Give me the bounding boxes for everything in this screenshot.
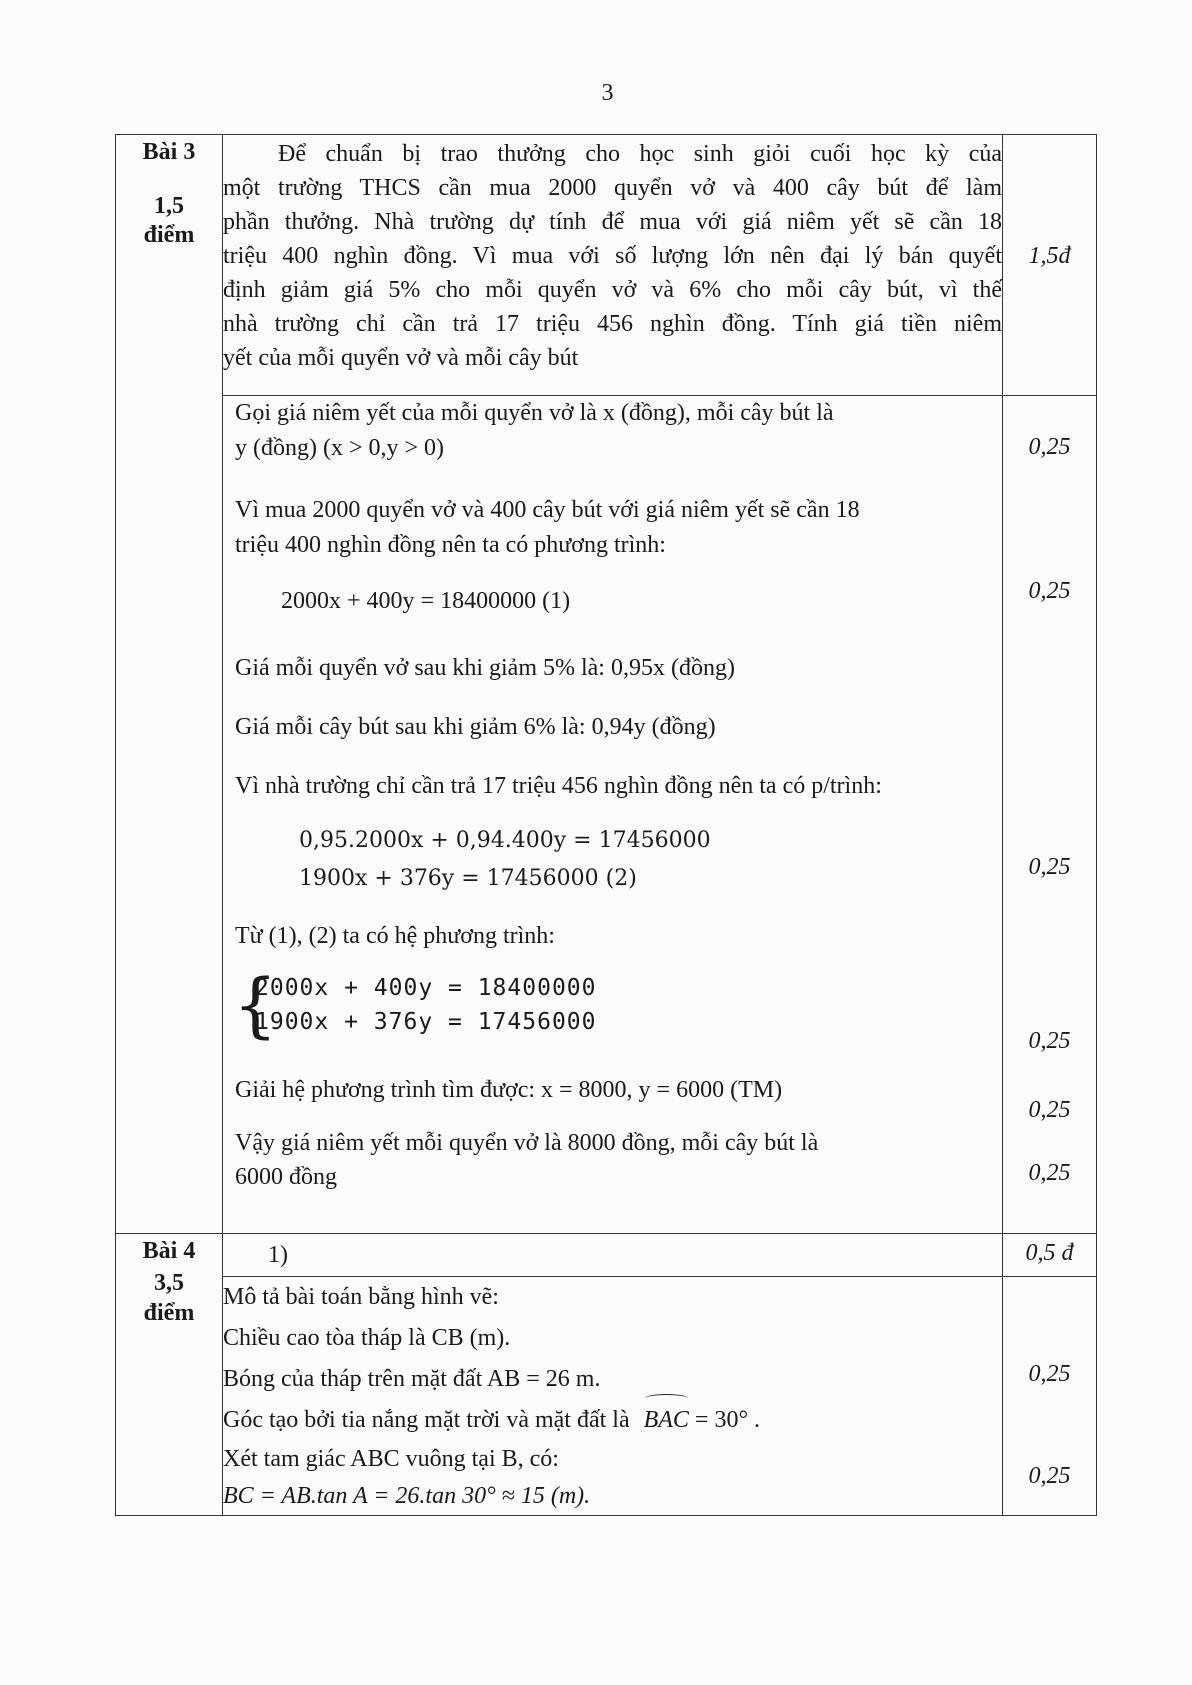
step-score: 0,25 — [1028, 1028, 1071, 1054]
bai3-label-cell — [116, 135, 223, 1234]
problem-line: một trường THCS cần mua 2000 quyển vở và 400 cây bút để làm — [223, 175, 1002, 201]
solution-step: triệu 400 nghìn đồng nên ta có phương trình: — [235, 532, 666, 558]
bai4-line: Mô tả bài toán bằng hình vẽ: — [223, 1284, 499, 1310]
problem-line: triệu 400 nghìn đồng. Vì mua với số lượng lớn nên đại lý bán quyết — [223, 243, 1002, 269]
bai3-solution-text — [223, 396, 1003, 1234]
bai4-part-label: 1) — [268, 1242, 288, 1268]
solution-step: Giá mỗi quyển vở sau khi giảm 5% là: 0,95x (đồng) — [235, 655, 735, 681]
solution-step: 6000 đồng — [235, 1164, 337, 1190]
problem-line: phần thưởng. Nhà trường dự tính để mua với giá niêm yết sẽ cần 18 — [223, 209, 1002, 235]
bai4-label-cell — [116, 1234, 223, 1516]
step-score: 0,25 — [1028, 1463, 1071, 1489]
bai4-content-cell — [223, 1277, 1003, 1516]
step-score: 0,25 — [1028, 1361, 1071, 1387]
equation-2a: 0,95.2000x + 0,94.400y = 17456000 — [299, 828, 711, 853]
bai3-points-unit: điểm — [143, 222, 195, 248]
step-score: 0,25 — [1028, 1160, 1071, 1186]
solution-step: Vì nhà trường chỉ cần trả 17 triệu 456 nghìn đồng nên ta có p/trình: — [235, 773, 882, 799]
bai4-content-row — [116, 1277, 1097, 1516]
solution-step: Từ (1), (2) ta có hệ phương trình: — [235, 923, 555, 949]
bai4-part-score-cell — [1003, 1234, 1097, 1277]
problem-line: Để chuẩn bị trao thưởng cho học sinh giỏi cuối học kỳ của — [278, 141, 1002, 167]
bai3-problem-text — [223, 135, 1003, 396]
solution-step: Giải hệ phương trình tìm được: x = 8000, y = 6000 (TM) — [235, 1077, 783, 1103]
bai3-title: Bài 3 — [142, 139, 196, 165]
page-number: 3 — [601, 80, 614, 106]
bai3-solution-scores — [1003, 396, 1097, 1234]
problem-line: yết của mỗi quyển vở và mỗi cây bút — [223, 345, 579, 371]
bai3-problem-score-cell — [1003, 135, 1097, 396]
step-score: 0,25 — [1028, 854, 1071, 880]
solution-step: Giá mỗi cây bút sau khi giảm 6% là: 0,94y (đồng) — [235, 714, 716, 740]
bai4-content-scores — [1003, 1277, 1097, 1516]
equation-1: 2000x + 400y = 18400000 (1) — [281, 588, 571, 614]
bai4-part-row — [116, 1234, 1097, 1277]
angle-bac: BAC — [644, 1400, 689, 1441]
bai4-title: Bài 4 — [142, 1238, 196, 1264]
problem-line: nhà trường chỉ cần trả 17 triệu 456 nghìn đồng. Tính giá tiền niêm — [223, 311, 1002, 337]
system-equation-2: 1900x + 376y = 17456000 — [255, 1009, 597, 1035]
bai4-part-score: 0,5 đ — [1025, 1240, 1074, 1266]
angle-text-post: = 30° . — [688, 1407, 761, 1433]
equation-2b: 1900x + 376y = 17456000 (2) — [299, 866, 637, 891]
system-brace: { — [233, 964, 278, 1046]
system-equation-1: 2000x + 400y = 18400000 — [255, 975, 597, 1001]
bai4-line: BC = AB.tan A = 26.tan 30° ≈ 15 (m). — [223, 1483, 591, 1509]
bai3-problem-row — [116, 135, 1097, 396]
answer-key-table — [115, 134, 1097, 1516]
step-score: 0,25 — [1028, 1097, 1071, 1123]
bai3-total-score: 1,5đ — [1028, 243, 1071, 269]
bai4-line — [223, 1400, 1002, 1441]
bai3-solution-row — [116, 396, 1097, 1234]
bai3-points: 1,5 — [154, 193, 184, 219]
angle-text-pre: Góc tạo bởi tia nắng mặt trời và mặt đất là — [223, 1407, 630, 1433]
problem-line: định giảm giá 5% cho mỗi quyển vở và 6% cho mỗi cây bút, vì thế — [223, 277, 1002, 303]
solution-step: y (đồng) (x > 0,y > 0) — [235, 435, 445, 461]
bai4-part-cell — [223, 1234, 1003, 1277]
bai4-points-unit: điểm — [143, 1300, 195, 1326]
step-score: 0,25 — [1028, 434, 1071, 460]
bai4-line: Chiều cao tòa tháp là CB (m). — [223, 1325, 511, 1351]
solution-step: Vậy giá niêm yết mỗi quyển vở là 8000 đồng, mỗi cây bút là — [235, 1130, 819, 1156]
bai4-line: Xét tam giác ABC vuông tại B, có: — [223, 1446, 559, 1472]
bai4-points: 3,5 — [154, 1270, 184, 1296]
solution-step: Gọi giá niêm yết của mỗi quyển vở là x (đồng), mỗi cây bút là — [235, 400, 834, 426]
bai4-line: Bóng của tháp trên mặt đất AB = 26 m. — [223, 1366, 601, 1392]
step-score: 0,25 — [1028, 578, 1071, 604]
solution-step: Vì mua 2000 quyển vở và 400 cây bút với giá niêm yết sẽ cần 18 — [235, 497, 860, 523]
